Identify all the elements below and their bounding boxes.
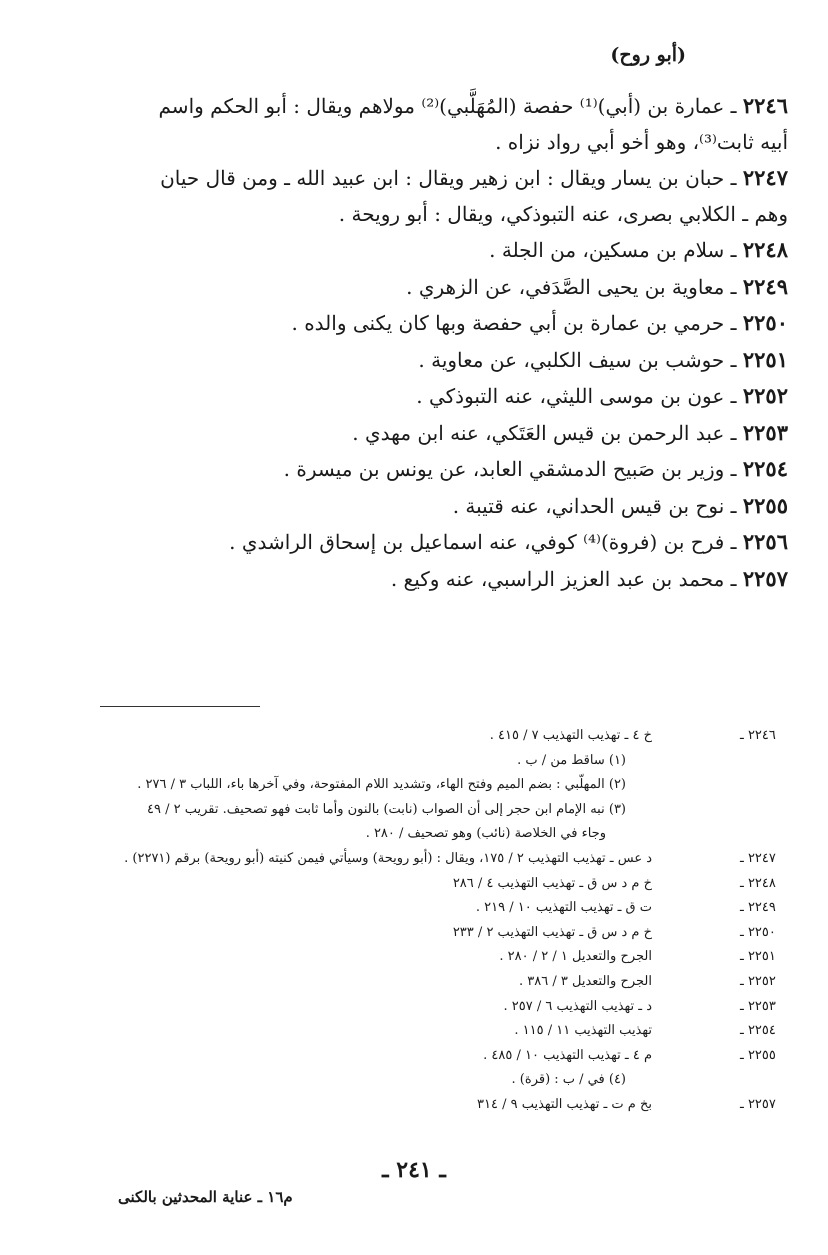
footnote-number: ٢٢٥٥ ـ (740, 1047, 776, 1063)
entry-number: ٢٢٤٦ (742, 93, 788, 118)
entry-text: وهم ـ الكلابي بصرى، عنه التبوذكي، ويقال : أبو رويحة . (338, 201, 788, 226)
footnote-text: بخ م ت ـ تهذيب التهذيب ٩ / ٣١٤ (476, 1096, 652, 1112)
footnote-number: ٢٢٥٢ ـ (740, 973, 776, 989)
entry (18, 378, 788, 415)
footnote-row (18, 724, 788, 749)
footnote-row (18, 822, 788, 847)
entry-dash: ـ (724, 493, 743, 518)
entry-dash: ـ (724, 238, 743, 262)
entry-dash: ـ (724, 457, 743, 481)
entry-number: ٢٢٥٤ (742, 456, 788, 481)
footnote-number: ٢٢٥٣ ـ (740, 998, 776, 1014)
footnote-text: (١) ساقط من / ب . (517, 752, 626, 768)
entry (18, 415, 788, 452)
entry-text: نوح بن قيس الحداني، عنه قتيبة . (452, 493, 725, 518)
entry (18, 160, 788, 197)
footnote-row (18, 921, 788, 946)
entry (18, 561, 788, 598)
entry-number: ٢٢٥٢ (742, 383, 788, 408)
signature-line: م١٦ ـ عناية المحدثين بالكنى (118, 1188, 293, 1206)
footnote-row (18, 1068, 788, 1093)
entry-dash: ـ (724, 166, 743, 190)
footnote-text: (٣) نبه الإمام ابن حجر إلى أن الصواب (نابت) بالنون وأما ثابت فهو تصحيف. تقريب ٢ / ٤٩ (146, 801, 626, 817)
entry-number: ٢٢٥١ (742, 346, 788, 372)
footnote-row (18, 798, 788, 823)
entry-text: حرمي بن عمارة بن أبي حفصة وبها كان يكنى والده . (291, 311, 725, 335)
entry-text: عبد الرحمن بن قيس العَتَكي، عنه ابن مهدي . (352, 420, 725, 445)
entry-text: وزير بن صَبيح الدمشقي العابد، عن يونس بن ميسرة . (283, 457, 725, 481)
footnote-number: ٢٢٤٦ ـ (740, 728, 776, 743)
entry (18, 88, 788, 125)
entry-text: فرح بن (فروة)⁽⁴⁾ كوفي، عنه اسماعيل بن إسحاق الراشدي . (229, 530, 725, 554)
footnote-row (18, 896, 788, 921)
footnote-row (18, 1044, 788, 1069)
footnote-text: د عس ـ تهذيب التهذيب ٢ / ١٧٥، ويقال : (أبو رويحة) وسيأتي فيمن كنيته (أبو رويحة) برقم (٢٢٧١) . (124, 850, 652, 866)
footnote-row (18, 847, 788, 872)
footnote-text: وجاء في الخلاصة (نائب) وهو تصحيف / ٢٨٠ . (365, 826, 606, 842)
entry-text: محمد بن عبد العزيز الراسبي، عنه وكيع . (390, 566, 725, 591)
entry-continuation (18, 125, 788, 161)
entry (18, 269, 788, 306)
footnote-text: الجرح والتعديل ٣ / ٣٨٦ . (519, 973, 652, 989)
entry (18, 342, 788, 379)
running-header: (أبو روح) (610, 44, 686, 66)
footnote-text: الجرح والتعديل ١ / ٢ / ٢٨٠ . (499, 949, 652, 965)
footnote-text: د ـ تهذيب التهذيب ٦ / ٢٥٧ . (503, 998, 652, 1014)
entry (18, 451, 788, 488)
footnote-text: تهذيب التهذيب ١١ / ١١٥ . (514, 1023, 652, 1039)
footnote-text: (٤) في / ب : (قرة) . (511, 1072, 626, 1088)
entry-number: ٢٢٤٧ (742, 165, 788, 190)
entry (18, 488, 788, 525)
entry-dash: ـ (724, 94, 743, 118)
entry (18, 232, 788, 269)
entry-text: عون بن موسى الليثي، عنه التبوذكي . (416, 384, 725, 408)
entry-dash: ـ (724, 384, 743, 408)
footnote-number: ٢٢٤٨ ـ (740, 875, 776, 891)
entry-text: سلام بن مسكين، من الجلة . (489, 238, 725, 262)
entries-list (18, 88, 788, 597)
entry-dash: ـ (724, 420, 743, 445)
footnote-number: ٢٢٤٩ ـ (740, 900, 776, 916)
entry-number: ٢٢٤٩ (742, 273, 788, 299)
entry-text: حبان بن يسار ويقال : ابن زهير ويقال : ابن عبيد الله ـ ومن قال حيان (160, 166, 725, 190)
footnote-number: ٢٢٥١ ـ (740, 949, 776, 965)
entry-dash: ـ (724, 347, 743, 372)
footnote-separator (100, 706, 260, 707)
footnote-row (18, 995, 788, 1020)
entry-number: ٢٢٥٧ (742, 565, 788, 591)
entry-dash: ـ (724, 566, 743, 591)
entry-number: ٢٢٥٠ (742, 310, 788, 335)
footnote-text: خ ٤ ـ تهذيب التهذيب ٧ / ٤١٥ . (489, 728, 652, 743)
entry-text: حوشب بن سيف الكلبي، عن معاوية . (418, 347, 725, 372)
footnote-number: ٢٢٥٠ ـ (740, 924, 776, 940)
footnote-text: (٢) المهلّبي : بضم الميم وفتح الهاء، وتشديد اللام المفتوحة، وفي آخرها باء، اللباب ٣ / ٢٧٦ . (137, 777, 626, 793)
entry-text: أبيه ثابت⁽³⁾، وهو أخو أبي رواد نزاه . (495, 129, 788, 154)
footnote-text: خ م د س ق ـ تهذيب التهذيب ٢ / ٢٣٣ (452, 924, 652, 940)
footnote-text: خ م د س ق ـ تهذيب التهذيب ٤ / ٢٨٦ (452, 875, 652, 891)
footnote-text: ت ق ـ تهذيب التهذيب ١٠ / ٢١٩ . (475, 900, 652, 916)
footnote-row (18, 749, 788, 774)
entry-continuation (18, 197, 788, 233)
footnote-row (18, 945, 788, 970)
footnotes-list (18, 724, 788, 1118)
entry-number: ٢٢٥٥ (742, 492, 788, 518)
footnote-row (18, 773, 788, 798)
footnote-row (18, 970, 788, 995)
entry-number: ٢٢٥٦ (742, 529, 788, 554)
entry-dash: ـ (724, 530, 743, 554)
footnote-number: ٢٢٥٤ ـ (740, 1023, 776, 1039)
entry-number: ٢٢٥٣ (742, 419, 788, 445)
footnote-row (18, 872, 788, 897)
footnote-number: ٢٢٥٧ ـ (740, 1096, 776, 1112)
entry (18, 524, 788, 561)
entry-dash: ـ (724, 311, 743, 335)
footnote-number: ٢٢٤٧ ـ (740, 850, 776, 866)
entry (18, 305, 788, 342)
footnote-text: م ٤ ـ تهذيب التهذيب ١٠ / ٤٨٥ . (483, 1047, 652, 1063)
entry-text: عمارة بن (أبي)⁽¹⁾ حفصة (المُهَلَّبي)⁽²⁾ مولاهم ويقال : أبو الحكم واسم (158, 94, 725, 118)
footnote-row (18, 1019, 788, 1044)
footnote-row (18, 1093, 788, 1118)
page-number: ـ ٢٤١ ـ (382, 1157, 446, 1183)
entry-number: ٢٢٤٨ (742, 237, 788, 262)
entry-text: معاوية بن يحيى الصَّدَفي، عن الزهري . (406, 274, 725, 299)
entry-dash: ـ (724, 274, 743, 299)
